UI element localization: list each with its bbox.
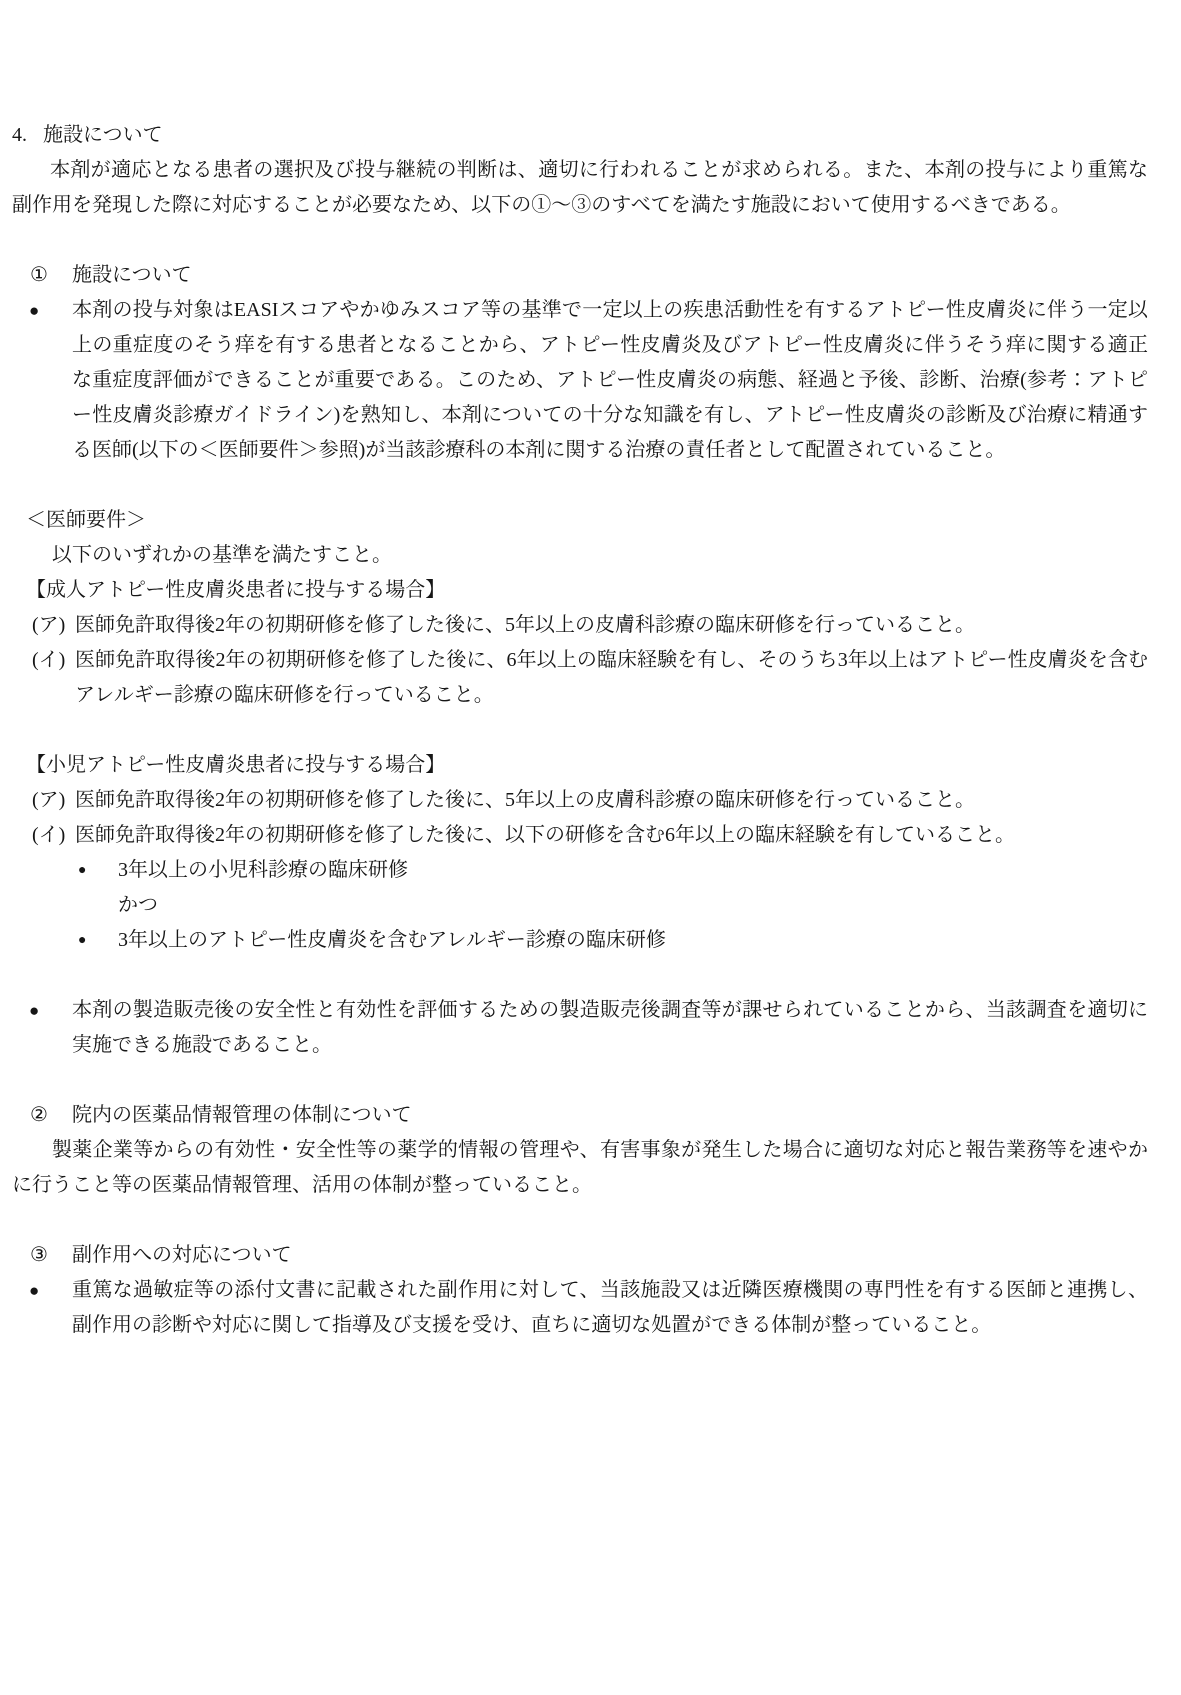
item3-title: 副作用への対応について	[72, 1244, 292, 1266]
intro-paragraph: 本剤が適応となる患者の選択及び投与継続の判断は、適切に行われることが求められる。また、本剤の投与により重篤な副作用を発現した際に対応することが必要なため、以下の①～③のすべてを満たす施設において使用するべきである。	[12, 159, 1148, 216]
item3-bullet1	[12, 1273, 1148, 1343]
adult-criterion-a-label: (ア)	[32, 614, 66, 636]
adult-criterion-a	[12, 608, 1148, 643]
item3-heading	[12, 1238, 1148, 1273]
child-criterion-a	[12, 783, 1148, 818]
item2-paragraph: 製薬企業等からの有効性・安全性等の薬学的情報の管理や、有害事象が発生した場合に適切な対応と報告業務等を速やかに行うこと等の医薬品情報管理、活用の体制が整っていること。	[12, 1139, 1148, 1196]
doctor-requirements-lead: 以下のいずれかの基準を満たすこと。	[52, 544, 392, 566]
adult-criterion-i-label: (イ)	[32, 649, 66, 671]
child-criterion-a-label: (ア)	[32, 789, 66, 811]
item1-heading	[12, 258, 1148, 293]
item1-circled-number: ①	[30, 264, 48, 286]
sub-bullet-icon: ●	[78, 863, 87, 878]
child-criterion-i-label: (イ)	[32, 824, 66, 846]
item2-circled-number: ②	[30, 1104, 48, 1126]
adult-group-heading: 【成人アトピー性皮膚炎患者に投与する場合】	[26, 579, 446, 601]
adult-criterion-a-text: 医師免許取得後2年の初期研修を修了した後に、5年以上の皮膚科診療の臨床研修を行っていること。	[75, 614, 975, 636]
child-group-heading: 【小児アトピー性皮膚炎患者に投与する場合】	[26, 754, 446, 776]
section-number: 4.	[12, 124, 27, 146]
child-sub-item-1-text: 3年以上の小児科診療の臨床研修	[118, 859, 408, 881]
bullet-icon: ●	[29, 1001, 40, 1020]
item3-circled-number: ③	[30, 1244, 48, 1266]
adult-criterion-i-text: 医師免許取得後2年の初期研修を修了した後に、6年以上の臨床経験を有し、そのうち3年以上はアトピー性皮膚炎を含むアレルギー診療の臨床研修を行っていること。	[75, 649, 1148, 706]
child-criterion-i-text: 医師免許取得後2年の初期研修を修了した後に、以下の研修を含む6年以上の臨床経験を有していること。	[75, 824, 1015, 846]
section-title: 施設について	[43, 124, 163, 146]
item1-bullet2-text: 本剤の製造販売後の安全性と有効性を評価するための製造販売後調査等が課せられていることから、当該調査を適切に実施できる施設であること。	[72, 999, 1148, 1056]
sub-bullet-icon: ●	[78, 933, 87, 948]
child-sub-connector: かつ	[118, 894, 158, 916]
bullet-icon: ●	[29, 301, 40, 320]
item2-title: 院内の医薬品情報管理の体制について	[72, 1104, 412, 1126]
child-sub-item-1	[12, 853, 1148, 888]
item1-title: 施設について	[72, 264, 192, 286]
section-heading	[12, 118, 1148, 153]
adult-criterion-i	[12, 643, 1148, 713]
child-criterion-i	[12, 818, 1148, 853]
child-sub-item-2	[12, 923, 1148, 958]
child-sub-item-2-text: 3年以上のアトピー性皮膚炎を含むアレルギー診療の臨床研修	[118, 929, 666, 951]
item3-bullet1-text: 重篤な過敏症等の添付文書に記載された副作用に対して、当該施設又は近隣医療機関の専門性を有する医師と連携し、副作用の診断や対応に関して指導及び支援を受け、直ちに適切な処置ができる体制が整っていること。	[72, 1279, 1148, 1336]
item2-heading	[12, 1098, 1148, 1133]
item1-bullet2	[12, 993, 1148, 1063]
doctor-requirements-heading: ＜医師要件＞	[26, 509, 146, 531]
item1-bullet1-text: 本剤の投与対象はEASIスコアやかゆみスコア等の基準で一定以上の疾患活動性を有するアトピー性皮膚炎に伴う一定以上の重症度のそう痒を有する患者となることから、アトピー性皮膚炎及びアトピー性皮膚炎に伴うそう痒に関する適正な重症度評価ができることが重要である。このため、アトピー性皮膚炎の病態、経過と予後、診断、治療(参考：アトピー性皮膚炎診療ガイドライン)を熟知し、本剤についての十分な知識を有し、アトピー性皮膚炎の診断及び治療に精通する医師(以下の＜医師要件＞参照)が当該診療科の本剤に関する治療の責任者として配置されていること。	[72, 299, 1148, 461]
bullet-icon: ●	[29, 1281, 40, 1300]
item1-bullet1	[12, 293, 1148, 468]
child-criterion-a-text: 医師免許取得後2年の初期研修を修了した後に、5年以上の皮膚科診療の臨床研修を行っていること。	[75, 789, 975, 811]
